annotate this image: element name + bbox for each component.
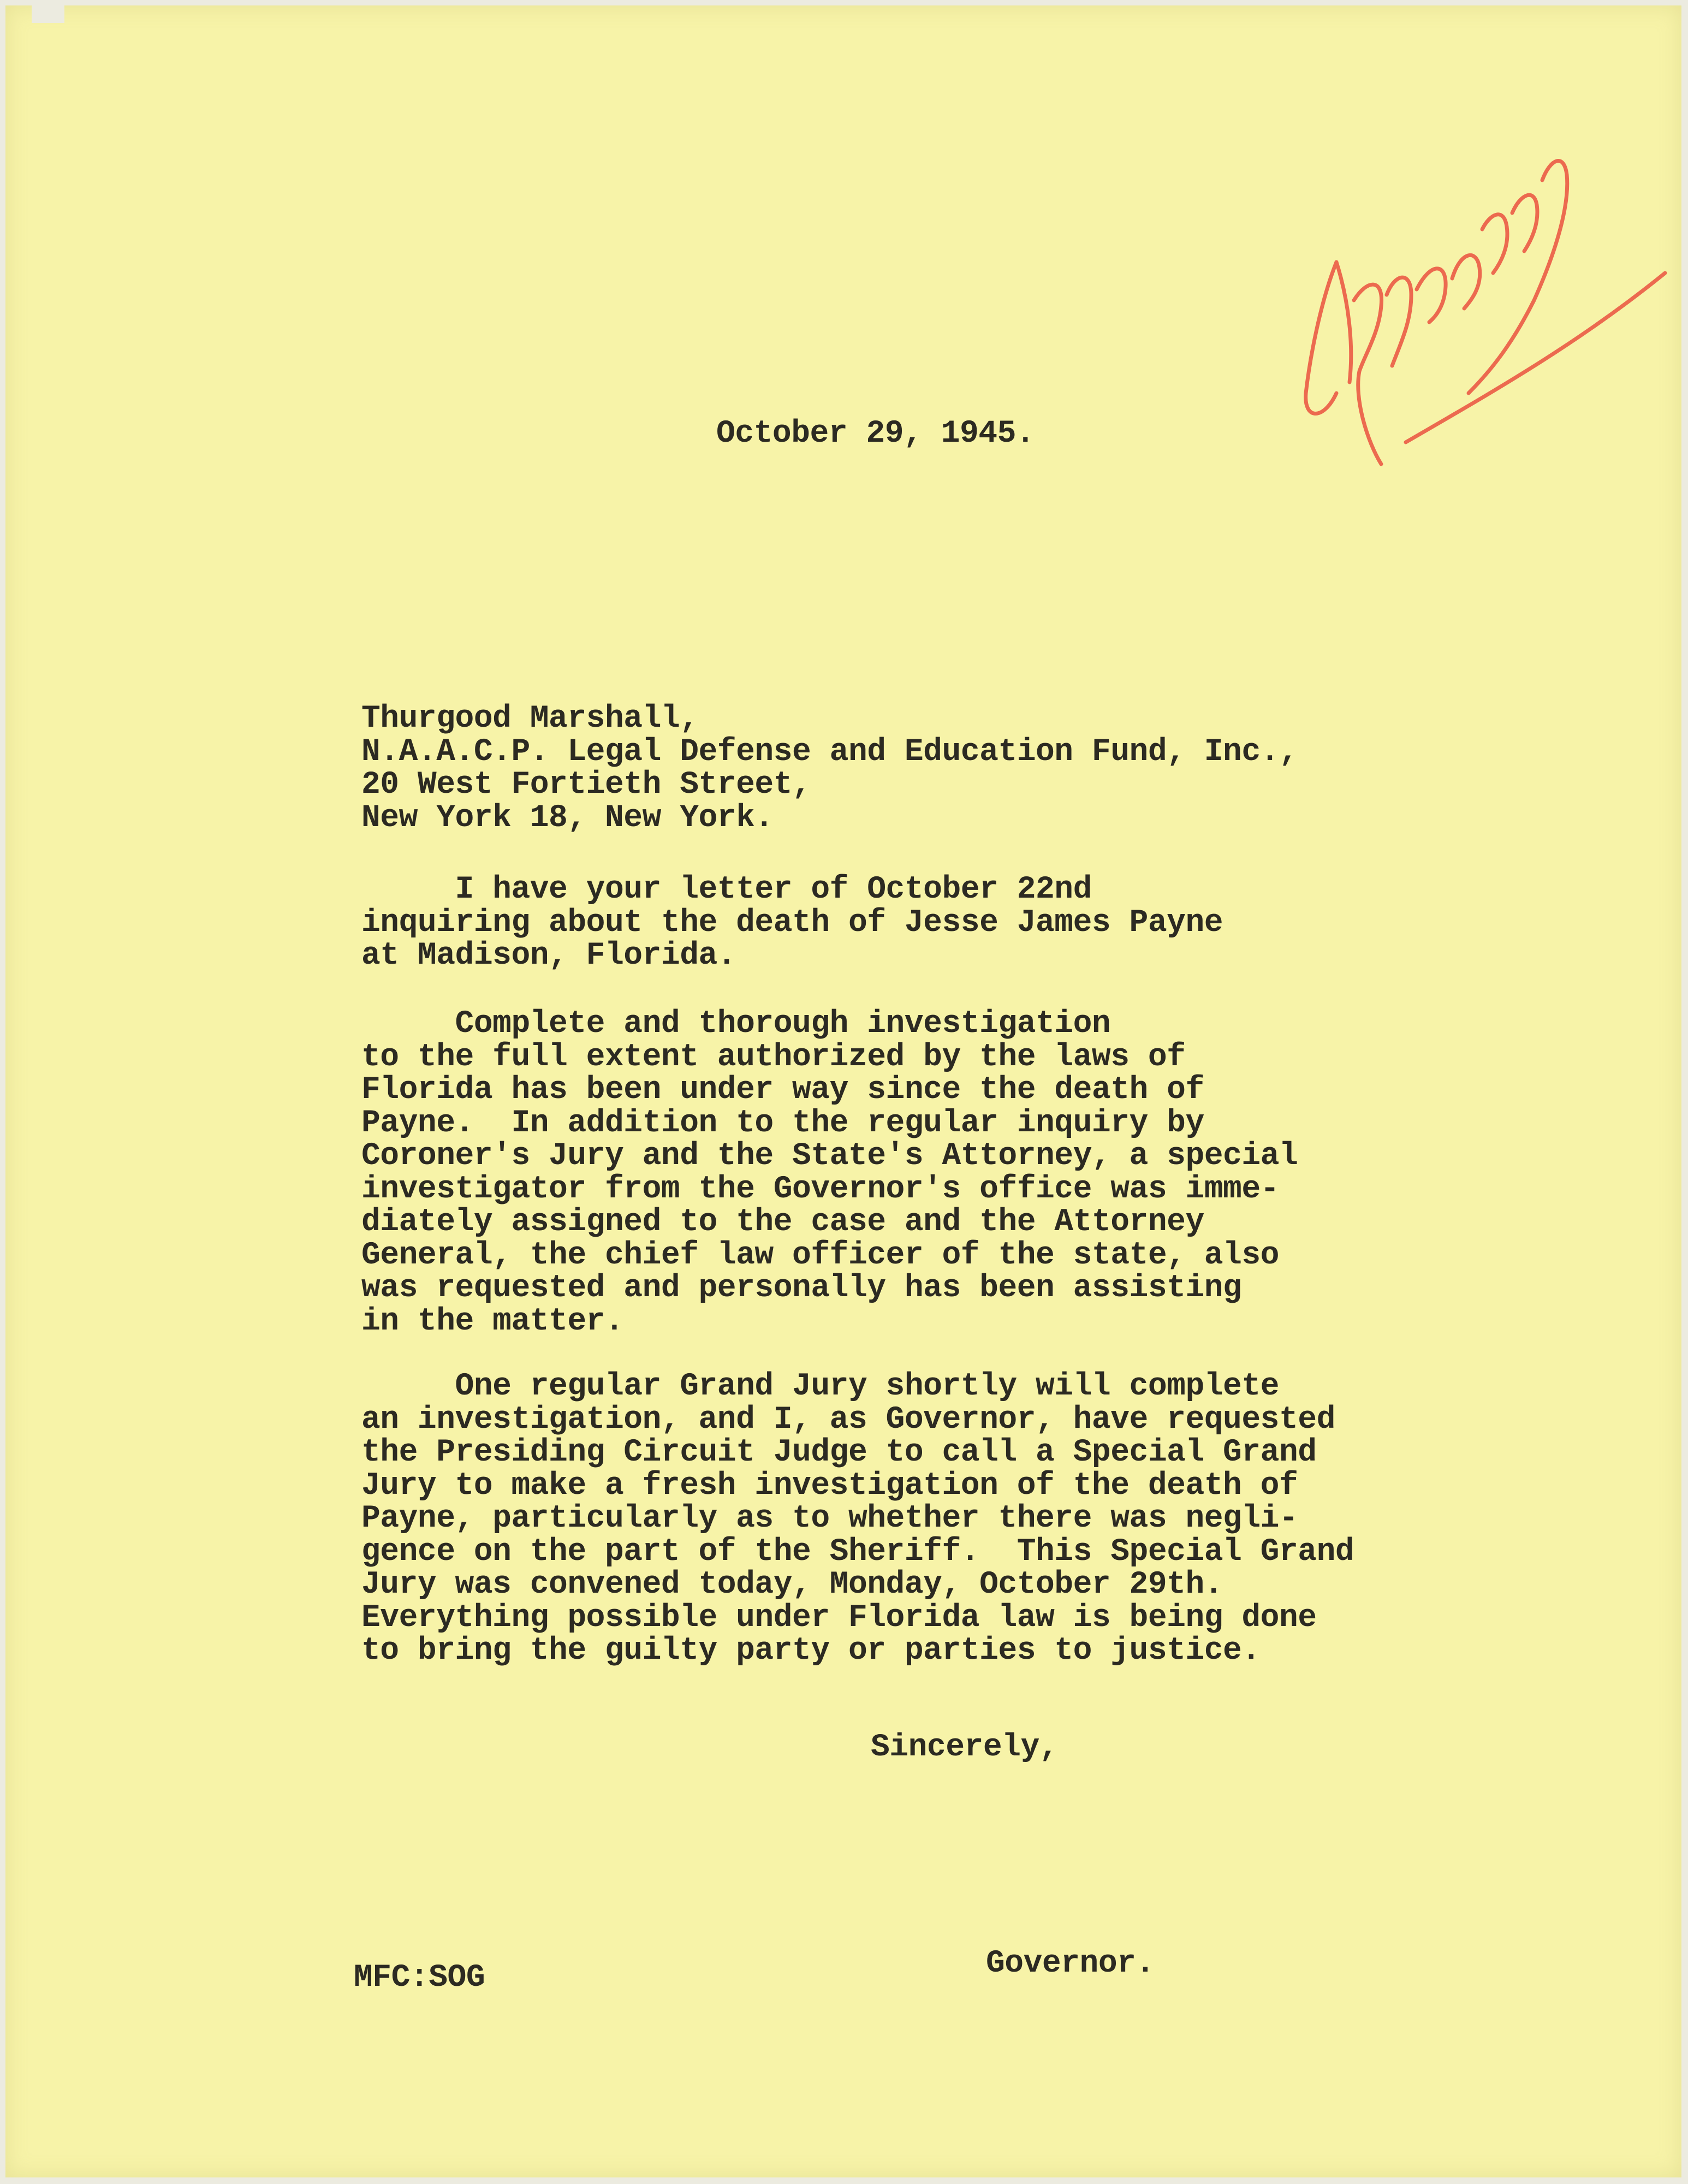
annotation-stroke	[1512, 195, 1537, 251]
addressee-name: Thurgood Marshall,	[361, 701, 699, 737]
text-line: Payne. In addition to the regular inquiry by	[361, 1105, 1204, 1141]
body-paragraph-1	[361, 874, 1223, 973]
annotation-stroke	[1387, 277, 1411, 366]
addressee-city: New York 18, New York.	[361, 800, 774, 836]
text-line: to the full extent authorized by the laws of	[361, 1039, 1186, 1075]
text-line: at Madison, Florida.	[361, 938, 736, 974]
text-line: Florida has been under way since the death of	[361, 1072, 1204, 1108]
text-line: inquiring about the death of Jesse James Payne	[361, 905, 1223, 941]
signature-title: Governor.	[986, 1946, 1155, 1981]
addressee-organization: N.A.A.C.P. Legal Defense and Education Fund, Inc.,	[361, 734, 1298, 770]
text-line: General, the chief law officer of the state, also	[361, 1237, 1279, 1273]
text-line: to bring the guilty party or parties to justice.	[361, 1633, 1261, 1669]
text-line: One regular Grand Jury shortly will complete	[361, 1369, 1279, 1404]
text-line: Complete and thorough investigation	[361, 1006, 1111, 1042]
body-paragraph-2	[361, 1008, 1298, 1338]
text-line: Coroner's Jury and the State's Attorney, a special	[361, 1138, 1298, 1174]
text-line: diately assigned to the case and the Attorney	[361, 1204, 1204, 1240]
annotation-stroke	[1354, 284, 1382, 464]
letter-date: October 29, 1945.	[716, 416, 1035, 452]
reference-initials: MFC:SOG	[354, 1960, 485, 1996]
addressee-street: 20 West Fortieth Street,	[361, 767, 811, 803]
text-line: Jury to make a fresh investigation of the death of	[361, 1468, 1298, 1504]
text-line: investigator from the Governor's office was imme-	[361, 1171, 1279, 1207]
closing: Sincerely,	[871, 1730, 1059, 1765]
annotation-stroke	[1469, 161, 1567, 393]
annotation-stroke	[1306, 262, 1336, 414]
body-paragraph-3	[361, 1370, 1354, 1668]
text-line: the Presiding Circuit Judge to call a Special Grand	[361, 1435, 1317, 1470]
annotation-stroke	[1482, 215, 1507, 273]
annotation-stroke	[1336, 262, 1351, 382]
text-line: was requested and personally has been assisting	[361, 1271, 1242, 1306]
text-line: Payne, particularly as to whether there was negli-	[361, 1501, 1298, 1536]
text-line: in the matter.	[361, 1303, 624, 1339]
paper-notch	[32, 5, 64, 23]
text-line: I have your letter of October 22nd	[361, 872, 1092, 907]
text-line: Everything possible under Florida law is being done	[361, 1600, 1317, 1636]
text-line: an investigation, and I, as Governor, have requested	[361, 1402, 1335, 1438]
text-line: gence on the part of the Sheriff. This Special Grand	[361, 1534, 1354, 1570]
handwritten-signature-annotation	[1272, 136, 1676, 491]
addressee-block	[361, 637, 1298, 868]
annotation-stroke	[1452, 255, 1480, 308]
annotation-stroke	[1417, 269, 1446, 322]
text-line: Jury was convened today, Monday, October 29th.	[361, 1567, 1223, 1603]
